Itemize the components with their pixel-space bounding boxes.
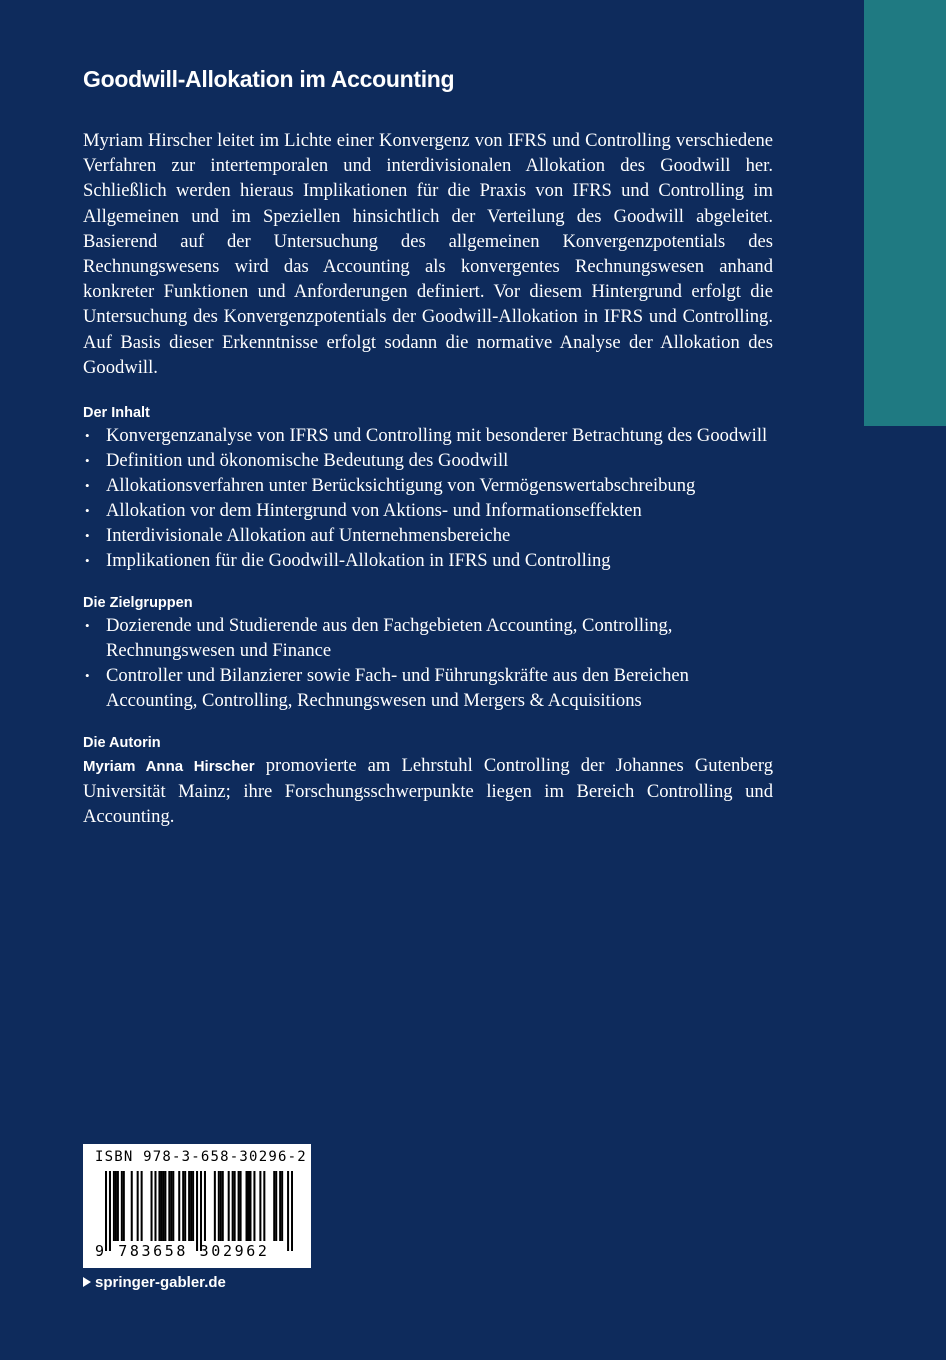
list-item: [83, 613, 773, 663]
isbn-barcode: [83, 1144, 311, 1268]
barcode-bar: [170, 1171, 172, 1241]
bullet-icon: •: [85, 503, 90, 519]
bullet-icon: •: [85, 618, 90, 634]
contents-list: [83, 423, 773, 573]
barcode-bars: [105, 1171, 293, 1251]
barcode-bar: [178, 1171, 180, 1241]
barcode-bar: [232, 1171, 234, 1241]
isbn-label: ISBN 978-3-658-30296-2: [95, 1149, 307, 1165]
barcode-bar: [121, 1171, 123, 1241]
barcode-bar: [182, 1171, 184, 1241]
barcode-bar: [263, 1171, 265, 1241]
barcode-bar: [123, 1171, 125, 1241]
barcode-bar: [220, 1171, 222, 1241]
barcode-guard-bar: [105, 1171, 107, 1251]
barcode-bar: [240, 1171, 242, 1241]
barcode-bar: [259, 1171, 261, 1241]
barcode-bar: [184, 1171, 186, 1241]
barcode-bar: [275, 1171, 277, 1241]
book-description: Myriam Hirscher leitet im Lichte einer Konvergenz von IFRS und Controlling verschiedene Verfahren zur intertemporalen und interdivisionalen Allokation des Goodwill her. Schließlich werden hieraus Implikationen für die Praxis von IFRS und Controlling im Allgemeinen und im Speziellen hinsichtlich der Verteilung des Goodwill abgeleitet. Basierend auf der Untersuchung des allgemeinen Konvergenzpotentials des Rechnungswesens wird das Accounting als konvergentes Rechnungswesen anhand konkreter Funktionen und Anforderungen definiert. Vor diesem Hintergrund erfolgt die Untersuchung des Konvergenzpotentials der Goodwill-Allokation in IFRS und Controlling. Auf Basis dieser Erkenntnisse erfolgt sodann die normative Analyse der Allokation des Goodwill.: [83, 130, 773, 378]
bullet-icon: •: [85, 553, 90, 569]
barcode-bar: [172, 1171, 174, 1241]
barcode-bar: [188, 1171, 190, 1241]
author-bio: [83, 753, 773, 830]
target-groups-list: [83, 613, 773, 713]
barcode-guard-bar: [287, 1171, 289, 1251]
publisher-url: springer-gabler.de: [95, 1274, 226, 1291]
ean-digits: 9 783658 302962: [95, 1242, 270, 1260]
accent-bar: [864, 0, 946, 426]
barcode-bar: [115, 1171, 117, 1241]
barcode-bar: [160, 1171, 162, 1241]
list-item: [83, 548, 773, 573]
bullet-icon: •: [85, 668, 90, 684]
barcode-bar: [168, 1171, 170, 1241]
book-title: Goodwill-Allokation im Accounting: [83, 66, 455, 92]
barcode-bar: [238, 1171, 240, 1241]
author-heading: Die Autorin: [83, 735, 161, 752]
barcode-bar: [281, 1171, 283, 1241]
arrow-right-icon: [83, 1277, 91, 1287]
barcode-bar: [192, 1171, 194, 1241]
bullet-icon: •: [85, 428, 90, 444]
list-item-text: Interdivisionale Allokation auf Unternehmensbereiche: [106, 525, 511, 547]
barcode-bar: [234, 1171, 236, 1241]
author-bio-text: promovierte am Lehrstuhl Controlling der Johannes Gutenberg Universität Mainz; ihre Forschungsschwerpunkte liegen im Bereich Controlling und Accounting.: [83, 755, 773, 828]
bullet-icon: •: [85, 528, 90, 544]
barcode-bar: [246, 1171, 248, 1241]
barcode-bar: [151, 1171, 153, 1241]
barcode-bar: [137, 1171, 139, 1241]
list-item-text: Implikationen für die Goodwill-Allokation in IFRS und Controlling: [106, 550, 611, 572]
barcode-bar: [228, 1171, 230, 1241]
barcode-bar: [253, 1171, 255, 1241]
list-item: [83, 523, 773, 548]
list-item-text: Controller und Bilanzierer sowie Fach- und Führungskräfte aus den Bereichen Accounting, Controlling, Rechnungswesen und Mergers & Acquisitions: [106, 665, 689, 712]
list-item-text: Dozierende und Studierende aus den Fachgebieten Accounting, Controlling, Rechnungswesen und Finance: [106, 615, 673, 662]
barcode-bar: [218, 1171, 220, 1241]
list-item: [83, 423, 773, 448]
list-item: [83, 448, 773, 473]
barcode-bar: [162, 1171, 164, 1241]
publisher-link[interactable]: [83, 1274, 226, 1291]
barcode-bar: [204, 1171, 206, 1241]
barcode-bar: [247, 1171, 249, 1241]
barcode-bar: [164, 1171, 166, 1241]
barcode-guard-bar: [291, 1171, 293, 1251]
barcode-bar: [249, 1171, 251, 1241]
bullet-icon: •: [85, 478, 90, 494]
list-item: [83, 498, 773, 523]
list-item: [83, 663, 773, 713]
barcode-bar: [131, 1171, 133, 1241]
contents-heading: Der Inhalt: [83, 405, 150, 422]
barcode-bar: [158, 1171, 160, 1241]
barcode-guard-bar: [200, 1171, 202, 1251]
target-groups-heading: Die Zielgruppen: [83, 595, 193, 612]
barcode-bar: [222, 1171, 224, 1241]
barcode-bar: [113, 1171, 115, 1241]
barcode-guard-bar: [109, 1171, 111, 1251]
barcode-bar: [141, 1171, 143, 1241]
barcode-guard-bar: [196, 1171, 198, 1251]
bullet-icon: •: [85, 453, 90, 469]
list-item: [83, 473, 773, 498]
barcode-bar: [273, 1171, 275, 1241]
barcode-bar: [117, 1171, 119, 1241]
list-item-text: Allokation vor dem Hintergrund von Aktions- und Informationseffekten: [106, 500, 642, 522]
list-item-text: Allokationsverfahren unter Berücksichtigung von Vermögenswertabschreibung: [106, 475, 696, 497]
barcode-bar: [190, 1171, 192, 1241]
barcode-bar: [279, 1171, 281, 1241]
author-name: Myriam Anna Hirscher: [83, 758, 255, 776]
barcode-bar: [214, 1171, 216, 1241]
list-item-text: Definition und ökonomische Bedeutung des Goodwill: [106, 450, 509, 472]
barcode-bar: [154, 1171, 156, 1241]
back-cover-content: [83, 62, 773, 830]
list-item-text: Konvergenzanalyse von IFRS und Controlling mit besonderer Betrachtung des Goodwill: [106, 425, 768, 447]
